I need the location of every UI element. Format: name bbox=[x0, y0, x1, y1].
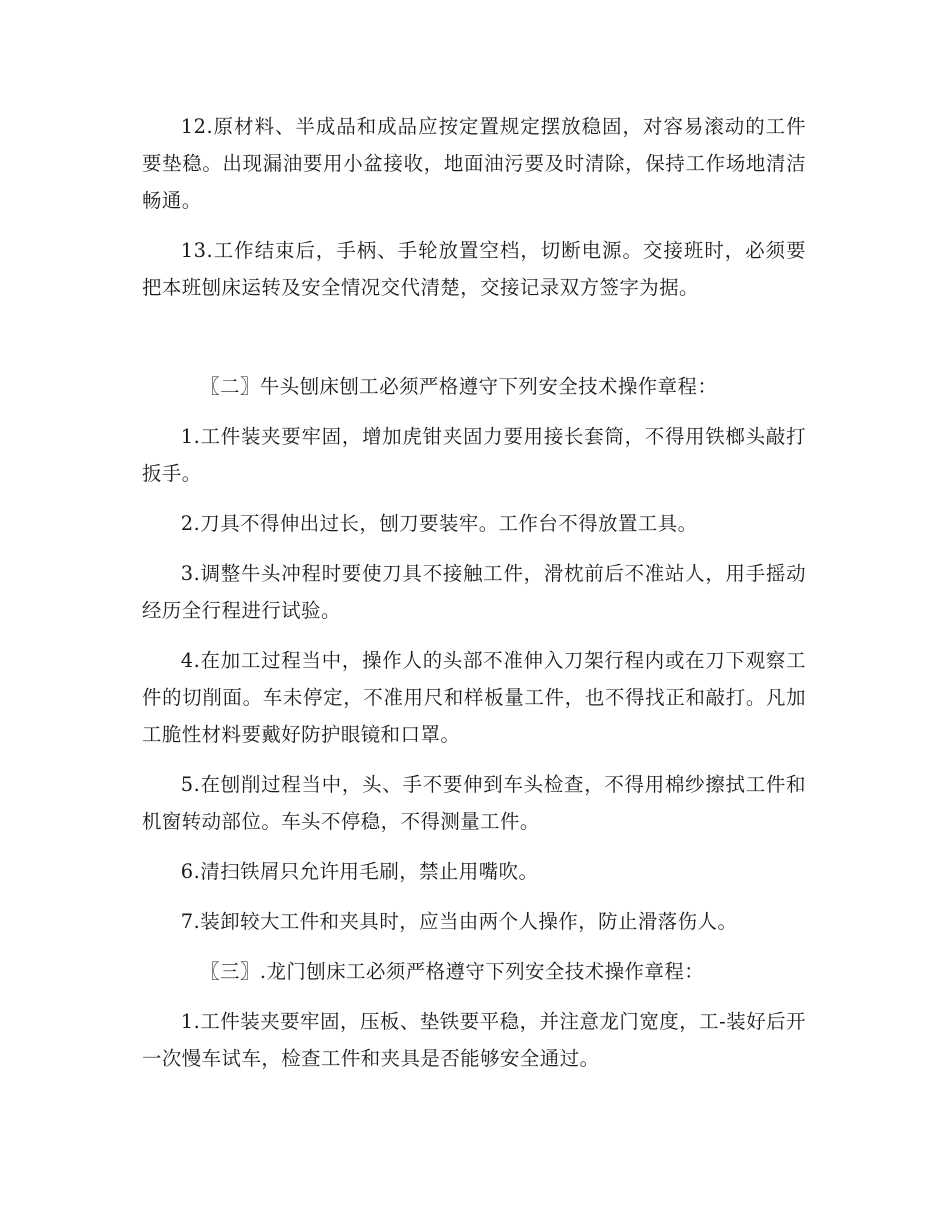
section-heading-2: 〖二〗牛头刨床刨工必须严格遵守下列安全技术操作章程： bbox=[200, 375, 718, 398]
paragraph-section2-rule-6: 6.清扫铁屑只允许用毛刷，禁止用嘴吹。 bbox=[180, 860, 539, 883]
paragraph-section2-rule-4: 4.在加工过程当中，操作人的头部不准伸入刀架行程内或在刀下观察工件的切削面。车未停定，不准用尺和样板量工件，也不得找正和敲打。凡加工脆性材料要戴好防护眼镜和口罩。 bbox=[142, 649, 806, 746]
section-heading-3: 〖三〗.龙门刨床工必须严格遵守下列安全技术操作章程： bbox=[200, 960, 705, 983]
document-page bbox=[142, 108, 806, 1090]
paragraph-section2-rule-1: 1.工件装夹要牢固，增加虎钳夹固力要用接长套筒，不得用铁榔头敲打扳手。 bbox=[142, 425, 806, 485]
paragraph-section2-rule-2: 2.刀具不得伸出过长，刨刀要装牢。工作台不得放置工具。 bbox=[180, 512, 698, 535]
paragraph-rule-12: 12.原材料、半成品和成品应按定置规定摆放稳固，对容易滚动的工件要垫稳。出现漏油要用小盆接收，地面油污要及时清除，保持工作场地清洁畅通。 bbox=[142, 115, 806, 212]
paragraph-section2-rule-7: 7.装卸较大工件和夹具时，应当由两个人操作，防止滑落伤人。 bbox=[180, 910, 738, 933]
paragraph-rule-13: 13.工作结束后，手柄、手轮放置空档，切断电源。交接班时，必须要把本班刨床运转及安全情况交代清楚，交接记录双方签字为据。 bbox=[142, 239, 806, 299]
paragraph-section2-rule-5: 5.在刨削过程当中，头、手不要伸到车头检查，不得用棉纱擦拭工件和机窗转动部位。车头不停稳，不得测量工件。 bbox=[142, 773, 806, 833]
paragraph-section3-rule-1: 1.工件装夹要牢固，压板、垫铁要平稳，并注意龙门宽度，工-装好后开一次慢车试车，检查工件和夹具是否能够安全通过。 bbox=[142, 1010, 806, 1070]
paragraph-section2-rule-3: 3.调整牛头冲程时要使刀具不接触工件，滑枕前后不准站人，用手摇动经历全行程进行试验。 bbox=[142, 562, 806, 622]
